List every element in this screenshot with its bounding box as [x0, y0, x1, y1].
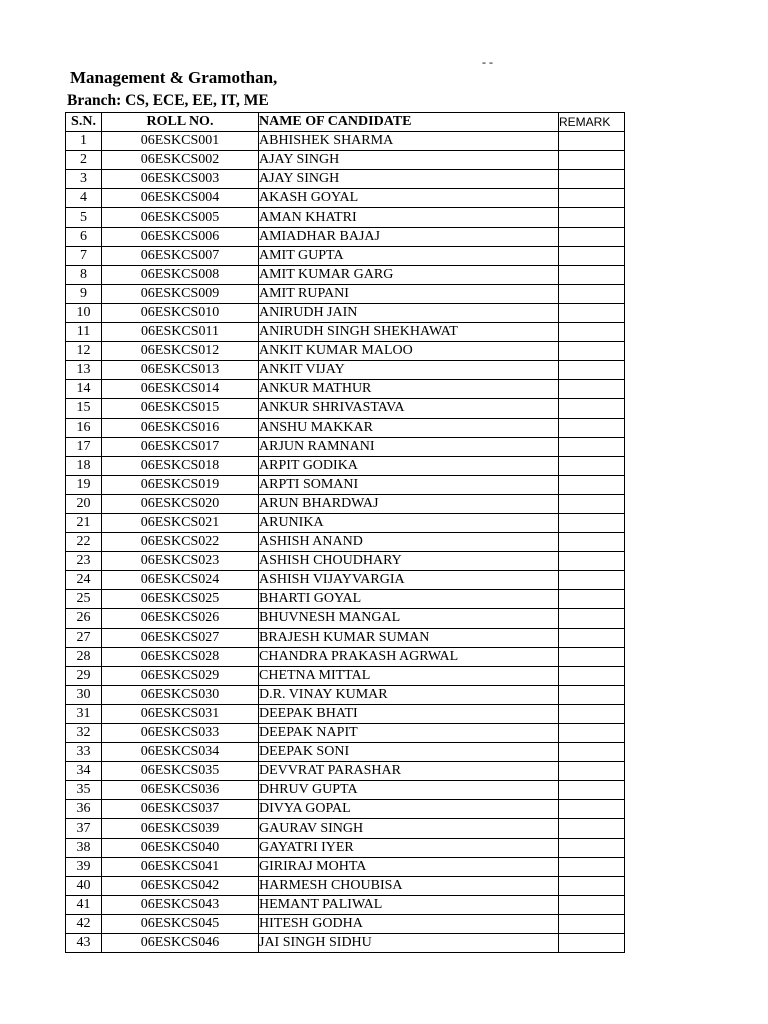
row-sn-cell: 41: [66, 895, 102, 914]
row-roll-cell: 06ESKCS005: [102, 208, 259, 227]
table-row: [66, 246, 625, 265]
table-row: [66, 418, 625, 437]
table-row: [66, 647, 625, 666]
table-row: [66, 819, 625, 838]
row-remark-cell: [559, 132, 625, 151]
table-row: [66, 666, 625, 685]
row-sn-cell: 16: [66, 418, 102, 437]
row-name-cell: CHANDRA PRAKASH AGRWAL: [259, 647, 559, 666]
row-roll-cell: 06ESKCS013: [102, 361, 259, 380]
row-remark-cell: [559, 609, 625, 628]
row-remark-cell: [559, 666, 625, 685]
row-remark-cell: [559, 323, 625, 342]
row-roll-cell: 06ESKCS037: [102, 800, 259, 819]
row-sn-cell: 12: [66, 342, 102, 361]
row-name-cell: DHRUV GUPTA: [259, 781, 559, 800]
row-remark-cell: [559, 437, 625, 456]
row-remark-cell: [559, 284, 625, 303]
row-remark-cell: [559, 934, 625, 953]
table-row: [66, 914, 625, 933]
table-row: [66, 475, 625, 494]
table-row: [66, 208, 625, 227]
row-name-cell: AKASH GOYAL: [259, 189, 559, 208]
row-remark-cell: [559, 876, 625, 895]
row-roll-cell: 06ESKCS035: [102, 762, 259, 781]
row-sn-cell: 20: [66, 494, 102, 513]
row-name-cell: DEEPAK BHATI: [259, 704, 559, 723]
row-sn-cell: 28: [66, 647, 102, 666]
row-name-cell: ANKUR MATHUR: [259, 380, 559, 399]
row-name-cell: AJAY SINGH: [259, 170, 559, 189]
row-remark-cell: [559, 361, 625, 380]
table-row: [66, 704, 625, 723]
row-name-cell: HITESH GODHA: [259, 914, 559, 933]
row-remark-cell: [559, 571, 625, 590]
row-roll-cell: 06ESKCS026: [102, 609, 259, 628]
column-header-name: NAME OF CANDIDATE: [259, 113, 559, 132]
table-row: [66, 685, 625, 704]
row-sn-cell: 22: [66, 533, 102, 552]
row-remark-cell: [559, 628, 625, 647]
row-sn-cell: 18: [66, 456, 102, 475]
row-name-cell: ARPIT GODIKA: [259, 456, 559, 475]
row-sn-cell: 9: [66, 284, 102, 303]
table-row: [66, 838, 625, 857]
row-roll-cell: 06ESKCS010: [102, 303, 259, 322]
row-sn-cell: 19: [66, 475, 102, 494]
table-row: [66, 857, 625, 876]
row-roll-cell: 06ESKCS046: [102, 934, 259, 953]
row-sn-cell: 32: [66, 724, 102, 743]
row-sn-cell: 4: [66, 189, 102, 208]
row-sn-cell: 10: [66, 303, 102, 322]
row-remark-cell: [559, 762, 625, 781]
row-remark-cell: [559, 552, 625, 571]
row-remark-cell: [559, 494, 625, 513]
table-row: [66, 494, 625, 513]
table-row: [66, 170, 625, 189]
row-name-cell: ASHISH CHOUDHARY: [259, 552, 559, 571]
row-remark-cell: [559, 647, 625, 666]
row-remark-cell: [559, 265, 625, 284]
row-roll-cell: 06ESKCS003: [102, 170, 259, 189]
row-sn-cell: 23: [66, 552, 102, 571]
row-roll-cell: 06ESKCS016: [102, 418, 259, 437]
table-row: [66, 800, 625, 819]
row-remark-cell: [559, 704, 625, 723]
row-roll-cell: 06ESKCS020: [102, 494, 259, 513]
row-sn-cell: 11: [66, 323, 102, 342]
row-sn-cell: 26: [66, 609, 102, 628]
row-roll-cell: 06ESKCS002: [102, 151, 259, 170]
row-sn-cell: 36: [66, 800, 102, 819]
table-row: [66, 380, 625, 399]
row-sn-cell: 40: [66, 876, 102, 895]
row-sn-cell: 7: [66, 246, 102, 265]
row-name-cell: ARUNIKA: [259, 513, 559, 532]
row-sn-cell: 6: [66, 227, 102, 246]
row-sn-cell: 3: [66, 170, 102, 189]
row-name-cell: GAYATRI IYER: [259, 838, 559, 857]
row-remark-cell: [559, 380, 625, 399]
row-sn-cell: 38: [66, 838, 102, 857]
table-row: [66, 743, 625, 762]
row-name-cell: DEEPAK NAPIT: [259, 724, 559, 743]
table-row: [66, 284, 625, 303]
row-remark-cell: [559, 513, 625, 532]
row-remark-cell: [559, 399, 625, 418]
row-roll-cell: 06ESKCS033: [102, 724, 259, 743]
row-roll-cell: 06ESKCS017: [102, 437, 259, 456]
table-row: [66, 265, 625, 284]
candidate-table: [65, 112, 625, 953]
row-roll-cell: 06ESKCS034: [102, 743, 259, 762]
row-name-cell: AMIT RUPANI: [259, 284, 559, 303]
row-name-cell: ANIRUDH JAIN: [259, 303, 559, 322]
table-row: [66, 609, 625, 628]
row-name-cell: GAURAV SINGH: [259, 819, 559, 838]
table-row: [66, 590, 625, 609]
table-row: [66, 227, 625, 246]
row-sn-cell: 1: [66, 132, 102, 151]
row-sn-cell: 17: [66, 437, 102, 456]
row-remark-cell: [559, 227, 625, 246]
row-name-cell: ANSHU MAKKAR: [259, 418, 559, 437]
row-sn-cell: 24: [66, 571, 102, 590]
table-row: [66, 895, 625, 914]
row-roll-cell: 06ESKCS039: [102, 819, 259, 838]
row-sn-cell: 13: [66, 361, 102, 380]
row-roll-cell: 06ESKCS015: [102, 399, 259, 418]
table-row: [66, 513, 625, 532]
row-name-cell: DIVYA GOPAL: [259, 800, 559, 819]
row-remark-cell: [559, 342, 625, 361]
row-name-cell: DEEPAK SONI: [259, 743, 559, 762]
row-name-cell: ARJUN RAMNANI: [259, 437, 559, 456]
row-remark-cell: [559, 246, 625, 265]
row-sn-cell: 2: [66, 151, 102, 170]
row-remark-cell: [559, 685, 625, 704]
table-row: [66, 437, 625, 456]
table-row: [66, 724, 625, 743]
table-row: [66, 571, 625, 590]
row-name-cell: CHETNA MITTAL: [259, 666, 559, 685]
row-roll-cell: 06ESKCS027: [102, 628, 259, 647]
row-sn-cell: 35: [66, 781, 102, 800]
row-roll-cell: 06ESKCS041: [102, 857, 259, 876]
row-name-cell: ANKIT KUMAR MALOO: [259, 342, 559, 361]
row-roll-cell: 06ESKCS024: [102, 571, 259, 590]
row-roll-cell: 06ESKCS014: [102, 380, 259, 399]
row-remark-cell: [559, 914, 625, 933]
row-name-cell: DEVVRAT PARASHAR: [259, 762, 559, 781]
row-sn-cell: 15: [66, 399, 102, 418]
row-roll-cell: 06ESKCS025: [102, 590, 259, 609]
row-roll-cell: 06ESKCS029: [102, 666, 259, 685]
row-roll-cell: 06ESKCS040: [102, 838, 259, 857]
row-roll-cell: 06ESKCS030: [102, 685, 259, 704]
row-sn-cell: 39: [66, 857, 102, 876]
row-sn-cell: 27: [66, 628, 102, 647]
row-remark-cell: [559, 781, 625, 800]
row-name-cell: ABHISHEK SHARMA: [259, 132, 559, 151]
document-title: Management & Gramothan,: [70, 68, 278, 87]
row-remark-cell: [559, 189, 625, 208]
row-sn-cell: 8: [66, 265, 102, 284]
row-sn-cell: 31: [66, 704, 102, 723]
table-row: [66, 533, 625, 552]
row-sn-cell: 34: [66, 762, 102, 781]
row-remark-cell: [559, 456, 625, 475]
table-row: [66, 151, 625, 170]
row-roll-cell: 06ESKCS043: [102, 895, 259, 914]
row-roll-cell: 06ESKCS023: [102, 552, 259, 571]
column-header-roll-no: ROLL NO.: [102, 113, 259, 132]
row-name-cell: ARPTI SOMANI: [259, 475, 559, 494]
row-remark-cell: [559, 418, 625, 437]
table-row: [66, 189, 625, 208]
row-name-cell: JAI SINGH SIDHU: [259, 934, 559, 953]
row-roll-cell: 06ESKCS007: [102, 246, 259, 265]
row-remark-cell: [559, 819, 625, 838]
row-remark-cell: [559, 533, 625, 552]
row-name-cell: HEMANT PALIWAL: [259, 895, 559, 914]
row-roll-cell: 06ESKCS022: [102, 533, 259, 552]
row-remark-cell: [559, 590, 625, 609]
row-remark-cell: [559, 838, 625, 857]
table-row: [66, 456, 625, 475]
table-row: [66, 762, 625, 781]
row-name-cell: HARMESH CHOUBISA: [259, 876, 559, 895]
row-roll-cell: 06ESKCS031: [102, 704, 259, 723]
row-remark-cell: [559, 857, 625, 876]
row-sn-cell: 5: [66, 208, 102, 227]
branch-line: Branch: CS, ECE, EE, IT, ME: [67, 92, 269, 109]
row-sn-cell: 30: [66, 685, 102, 704]
row-sn-cell: 42: [66, 914, 102, 933]
row-roll-cell: 06ESKCS011: [102, 323, 259, 342]
row-remark-cell: [559, 475, 625, 494]
column-header-remark: REMARK: [559, 113, 625, 132]
row-name-cell: ANKUR SHRIVASTAVA: [259, 399, 559, 418]
table-row: [66, 323, 625, 342]
row-roll-cell: 06ESKCS012: [102, 342, 259, 361]
column-header-sn: S.N.: [66, 113, 102, 132]
row-remark-cell: [559, 895, 625, 914]
row-sn-cell: 37: [66, 819, 102, 838]
row-roll-cell: 06ESKCS001: [102, 132, 259, 151]
table-row: [66, 552, 625, 571]
row-sn-cell: 14: [66, 380, 102, 399]
row-remark-cell: [559, 743, 625, 762]
row-name-cell: AMAN KHATRI: [259, 208, 559, 227]
page-top-mark: - -: [482, 55, 493, 69]
row-name-cell: AMIT GUPTA: [259, 246, 559, 265]
row-roll-cell: 06ESKCS009: [102, 284, 259, 303]
row-remark-cell: [559, 724, 625, 743]
row-name-cell: ANIRUDH SINGH SHEKHAWAT: [259, 323, 559, 342]
table-row: [66, 361, 625, 380]
row-roll-cell: 06ESKCS008: [102, 265, 259, 284]
row-roll-cell: 06ESKCS004: [102, 189, 259, 208]
row-name-cell: GIRIRAJ MOHTA: [259, 857, 559, 876]
row-name-cell: BRAJESH KUMAR SUMAN: [259, 628, 559, 647]
row-name-cell: AJAY SINGH: [259, 151, 559, 170]
row-roll-cell: 06ESKCS028: [102, 647, 259, 666]
row-name-cell: D.R. VINAY KUMAR: [259, 685, 559, 704]
row-roll-cell: 06ESKCS021: [102, 513, 259, 532]
row-roll-cell: 06ESKCS036: [102, 781, 259, 800]
row-name-cell: BHUVNESH MANGAL: [259, 609, 559, 628]
row-remark-cell: [559, 303, 625, 322]
row-remark-cell: [559, 151, 625, 170]
candidate-table-body: [66, 113, 625, 953]
row-remark-cell: [559, 800, 625, 819]
table-row: [66, 781, 625, 800]
row-sn-cell: 25: [66, 590, 102, 609]
row-name-cell: ANKIT VIJAY: [259, 361, 559, 380]
row-name-cell: ASHISH ANAND: [259, 533, 559, 552]
table-row: [66, 934, 625, 953]
row-sn-cell: 29: [66, 666, 102, 685]
row-roll-cell: 06ESKCS019: [102, 475, 259, 494]
row-roll-cell: 06ESKCS006: [102, 227, 259, 246]
table-row: [66, 132, 625, 151]
row-name-cell: AMIT KUMAR GARG: [259, 265, 559, 284]
table-row: [66, 342, 625, 361]
row-roll-cell: 06ESKCS045: [102, 914, 259, 933]
row-sn-cell: 21: [66, 513, 102, 532]
table-row: [66, 399, 625, 418]
row-roll-cell: 06ESKCS042: [102, 876, 259, 895]
row-name-cell: BHARTI GOYAL: [259, 590, 559, 609]
row-sn-cell: 43: [66, 934, 102, 953]
table-row: [66, 628, 625, 647]
row-remark-cell: [559, 170, 625, 189]
table-row: [66, 876, 625, 895]
table-row: [66, 303, 625, 322]
row-name-cell: ASHISH VIJAYVARGIA: [259, 571, 559, 590]
row-name-cell: ARUN BHARDWAJ: [259, 494, 559, 513]
row-remark-cell: [559, 208, 625, 227]
table-header-row: [66, 113, 625, 132]
row-name-cell: AMIADHAR BAJAJ: [259, 227, 559, 246]
row-sn-cell: 33: [66, 743, 102, 762]
row-roll-cell: 06ESKCS018: [102, 456, 259, 475]
